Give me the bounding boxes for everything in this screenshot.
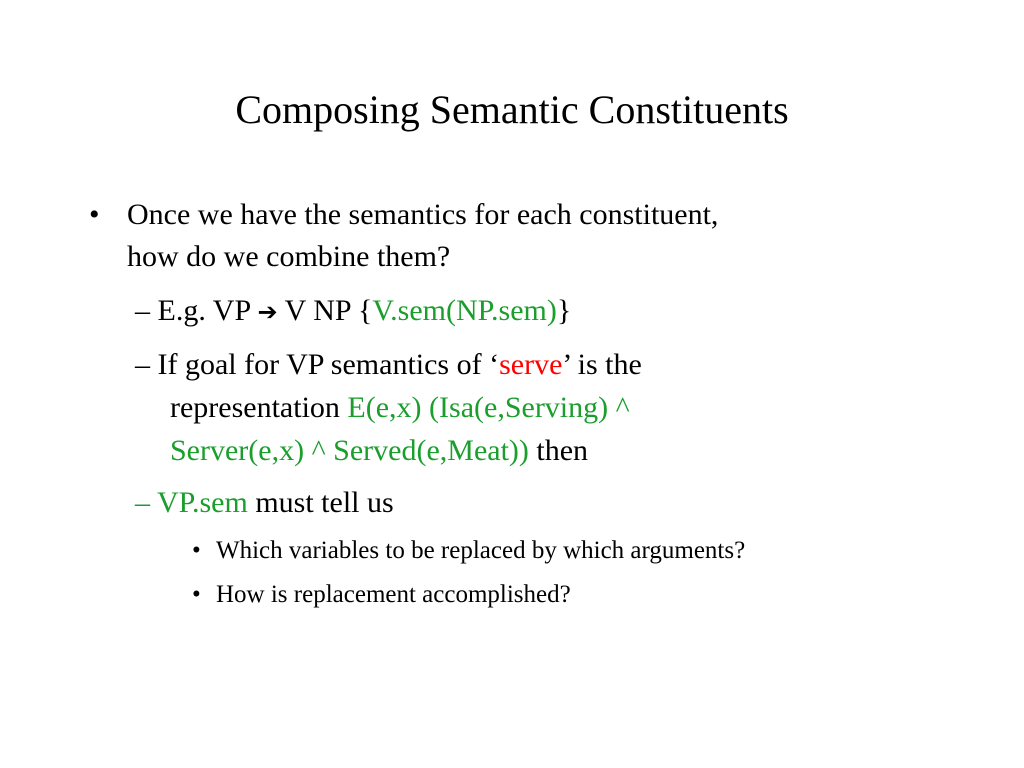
dash-marker: – [135,348,150,381]
goal-line3 [170,433,588,469]
bullet-dot: • [89,198,100,231]
example-suffix: } [556,294,572,327]
server-suffix: then [528,434,589,467]
dash-marker-green: – [135,486,150,519]
representation-prefix: representation [170,391,348,424]
sub-sub-bullet-dot: • [192,581,201,608]
vpsem-suffix: must tell us [247,486,394,519]
goal-suffix: ’ is the [562,348,642,381]
example-green: V.sem(NP.sem) [372,294,557,327]
goal-line2 [170,390,630,426]
representation-green: E(e,x) (Isa(e,Serving) ^ [347,391,630,424]
subbullet-vpsem [135,485,394,521]
bullet-text-line2: how do we combine them? [127,240,451,273]
example-prefix: E.g. VP [157,294,251,327]
subbullet-goal [135,347,642,383]
goal-prefix: If goal for VP semantics of ‘ [157,348,500,381]
arrow-icon: ➔ [257,298,278,326]
vpsem-green: VP.sem [156,486,248,519]
slide-title: Composing Semantic Constituents [235,87,789,132]
server-green: Server(e,x) ^ Served(e,Meat)) [170,434,529,467]
dash-marker: – [135,294,150,327]
subbullet-example [135,293,571,330]
sub-sub-bullet-dot: • [192,537,201,564]
example-mid: V NP { [284,294,373,327]
bullet-text-line1: Once we have the semantics for each constituent, [127,198,719,231]
goal-red-term: serve [499,348,563,381]
sub-sub-bullet-text-1: Which variables to be replaced by which arguments? [216,537,746,564]
sub-sub-bullet-text-2: How is replacement accomplished? [216,581,571,608]
